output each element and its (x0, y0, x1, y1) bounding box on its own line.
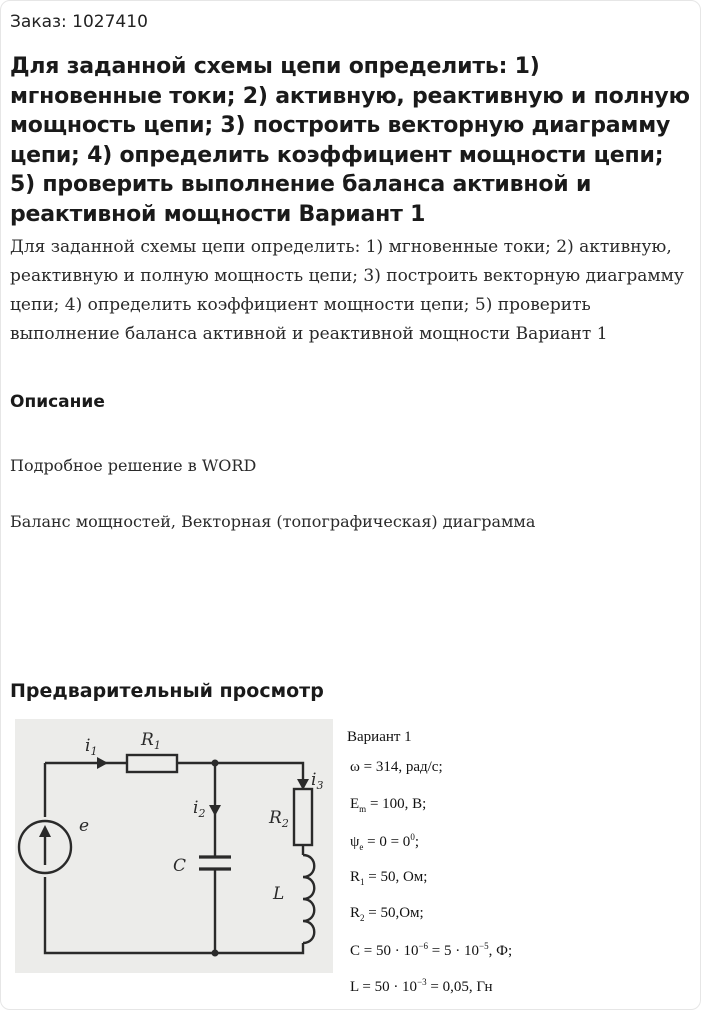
arrow-i2 (209, 805, 221, 816)
param-r2: $R_2 = 50,Ом$; (350, 905, 424, 923)
node-top (212, 760, 219, 767)
label-e: e (79, 816, 90, 836)
label-i1: $i_1$ (85, 736, 98, 758)
label-i3: $i_3$ (311, 770, 324, 792)
param-c: $C = 50 \cdot 10^{-6} = 5 \cdot 10^{-5}$, Ф; (350, 941, 513, 959)
param-omega: ω = 314, рад/с; (350, 759, 443, 775)
circuit-preview-image (15, 719, 333, 973)
wire-top-right (177, 763, 303, 789)
order-number: Заказ: 1027410 (10, 12, 148, 32)
preview-heading: Предварительный просмотр (10, 680, 324, 702)
description-line-2: Баланс мощностей, Векторная (топографическая) диаграмма (10, 512, 536, 531)
node-bottom (212, 950, 219, 957)
arrow-i1 (97, 757, 108, 769)
label-c: C (173, 856, 187, 876)
task-summary: Для заданной схемы цепи определить: 1) мгновенные токи; 2) активную, реактивную и полную мощность цепи; 3) построить векторную диаграмму цепи; 4) определить коэффициент мощности цепи; 5) проверить выполнение баланса активной и реактивной мощности Вариант 1 (10, 237, 684, 344)
label-r1: $R_1$ (141, 730, 161, 752)
inductor-l (303, 855, 314, 943)
label-r2: $R_2$ (269, 808, 289, 830)
label-i2: $i_2$ (193, 798, 206, 820)
label-l: L (273, 884, 285, 904)
param-l: $L = 50 \cdot 10^{-3} = 0,05$, Гн (350, 977, 493, 995)
resistor-r2 (294, 789, 312, 845)
source-arrow-head (39, 825, 51, 837)
param-em: $E_m = 100$, B; (350, 796, 427, 814)
description-heading: Описание (10, 392, 105, 412)
wire-bottom (45, 877, 303, 953)
circuit-diagram (15, 719, 333, 973)
param-psi: $\psi_e = 0 = 0^0$; (350, 832, 419, 852)
description-line-1: Подробное решение в WORD (10, 456, 257, 475)
resistor-r1 (127, 755, 177, 772)
param-r1: $R_1 = 50$, Ом; (350, 869, 428, 887)
page-title: Для заданной схемы цепи определить: 1) мгновенные токи; 2) активную, реактивную и полную мощность цепи; 3) построить векторную диаграмму цепи; 4) определить коэффициент мощности цепи; 5) проверить выполнение баланса активной и реактивной мощности Вариант 1 (10, 54, 690, 227)
variant-title: Вариант 1 (347, 729, 412, 745)
